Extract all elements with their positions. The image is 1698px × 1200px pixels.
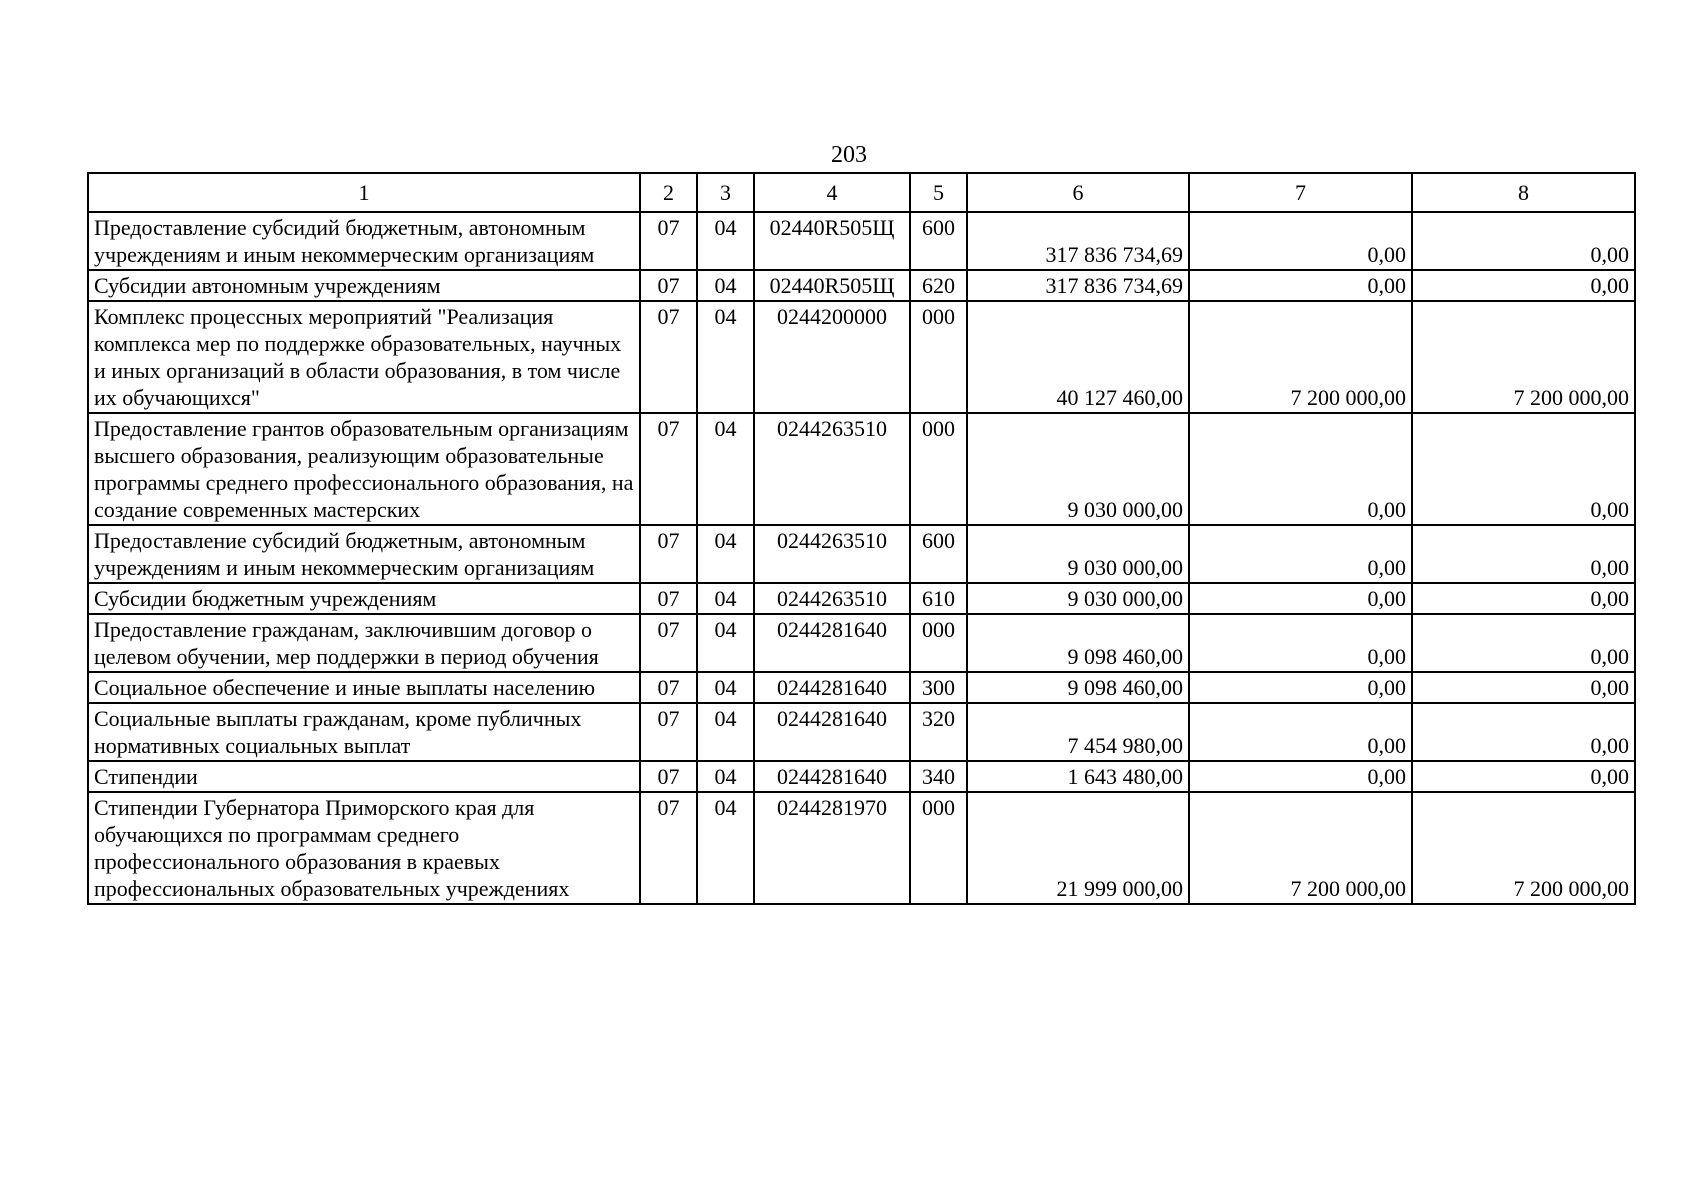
row-name: Предоставление субсидий бюджетным, автономным учреждениям и иным некоммерческим организациям — [88, 212, 640, 270]
header-cell: 2 — [640, 173, 697, 212]
row-section: 07 — [640, 413, 697, 525]
row-value-7: 0,00 — [1189, 270, 1412, 301]
row-kind: 000 — [910, 614, 967, 672]
row-value-6: 21 999 000,00 — [967, 792, 1189, 904]
table-row — [88, 703, 1635, 761]
row-value-8: 0,00 — [1412, 583, 1635, 614]
table-row — [88, 270, 1635, 301]
row-subsection: 04 — [697, 413, 754, 525]
row-value-6: 9 098 460,00 — [967, 614, 1189, 672]
row-target: 0244281640 — [754, 703, 910, 761]
row-subsection: 04 — [697, 212, 754, 270]
row-subsection: 04 — [697, 270, 754, 301]
header-row — [88, 173, 1635, 212]
row-value-8: 7 200 000,00 — [1412, 301, 1635, 413]
row-value-8: 0,00 — [1412, 270, 1635, 301]
row-value-7: 0,00 — [1189, 525, 1412, 583]
row-name: Социальное обеспечение и иные выплаты населению — [88, 672, 640, 703]
row-name: Стипендии — [88, 761, 640, 792]
row-name: Субсидии бюджетным учреждениям — [88, 583, 640, 614]
row-section: 07 — [640, 614, 697, 672]
row-value-8: 0,00 — [1412, 761, 1635, 792]
row-section: 07 — [640, 703, 697, 761]
row-section: 07 — [640, 583, 697, 614]
row-subsection: 04 — [697, 583, 754, 614]
row-kind: 320 — [910, 703, 967, 761]
row-section: 07 — [640, 761, 697, 792]
row-section: 07 — [640, 212, 697, 270]
row-kind: 000 — [910, 792, 967, 904]
table-row — [88, 525, 1635, 583]
row-subsection: 04 — [697, 614, 754, 672]
row-target: 0244263510 — [754, 413, 910, 525]
row-value-8: 0,00 — [1412, 413, 1635, 525]
row-subsection: 04 — [697, 672, 754, 703]
row-value-8: 0,00 — [1412, 614, 1635, 672]
row-kind: 000 — [910, 413, 967, 525]
row-value-7: 7 200 000,00 — [1189, 301, 1412, 413]
row-section: 07 — [640, 792, 697, 904]
row-value-6: 9 030 000,00 — [967, 413, 1189, 525]
table-row — [88, 413, 1635, 525]
row-target: 0244281640 — [754, 761, 910, 792]
row-name: Субсидии автономным учреждениям — [88, 270, 640, 301]
row-kind: 610 — [910, 583, 967, 614]
row-value-7: 0,00 — [1189, 703, 1412, 761]
row-kind: 600 — [910, 212, 967, 270]
budget-table — [87, 172, 1636, 905]
row-section: 07 — [640, 672, 697, 703]
header-cell: 5 — [910, 173, 967, 212]
row-section: 07 — [640, 270, 697, 301]
row-target: 0244281970 — [754, 792, 910, 904]
header-cell: 1 — [88, 173, 640, 212]
row-value-6: 40 127 460,00 — [967, 301, 1189, 413]
header-cell: 8 — [1412, 173, 1635, 212]
header-cell: 4 — [754, 173, 910, 212]
table-row — [88, 583, 1635, 614]
row-value-6: 7 454 980,00 — [967, 703, 1189, 761]
table-row — [88, 212, 1635, 270]
row-target: 0244200000 — [754, 301, 910, 413]
row-value-8: 0,00 — [1412, 672, 1635, 703]
row-kind: 620 — [910, 270, 967, 301]
row-target: 0244263510 — [754, 525, 910, 583]
row-value-8: 0,00 — [1412, 703, 1635, 761]
row-name: Стипендии Губернатора Приморского края для обучающихся по программам среднего профессионального образования в краевых профессиональных образовательных учреждениях — [88, 792, 640, 904]
row-value-6: 9 030 000,00 — [967, 583, 1189, 614]
row-kind: 300 — [910, 672, 967, 703]
row-target: 02440R505Щ — [754, 270, 910, 301]
row-value-7: 0,00 — [1189, 583, 1412, 614]
row-value-8: 7 200 000,00 — [1412, 792, 1635, 904]
row-target: 02440R505Щ — [754, 212, 910, 270]
row-value-6: 9 098 460,00 — [967, 672, 1189, 703]
row-subsection: 04 — [697, 792, 754, 904]
table-row — [88, 672, 1635, 703]
row-value-7: 7 200 000,00 — [1189, 792, 1412, 904]
row-kind: 600 — [910, 525, 967, 583]
row-kind: 000 — [910, 301, 967, 413]
table-row — [88, 301, 1635, 413]
row-subsection: 04 — [697, 761, 754, 792]
page-number: 203 — [831, 142, 867, 168]
row-value-7: 0,00 — [1189, 672, 1412, 703]
header-cell: 7 — [1189, 173, 1412, 212]
row-section: 07 — [640, 301, 697, 413]
row-value-6: 1 643 480,00 — [967, 761, 1189, 792]
row-name: Предоставление грантов образовательным организациям высшего образования, реализующим образовательные программы среднего профессионального образования, на создание современных мастерских — [88, 413, 640, 525]
row-value-6: 317 836 734,69 — [967, 212, 1189, 270]
row-value-7: 0,00 — [1189, 212, 1412, 270]
row-name: Предоставление гражданам, заключившим договор о целевом обучении, мер поддержки в период обучения — [88, 614, 640, 672]
row-section: 07 — [640, 525, 697, 583]
row-value-6: 9 030 000,00 — [967, 525, 1189, 583]
table-row — [88, 792, 1635, 904]
row-value-8: 0,00 — [1412, 212, 1635, 270]
header-cell: 3 — [697, 173, 754, 212]
header-cell: 6 — [967, 173, 1189, 212]
row-value-7: 0,00 — [1189, 761, 1412, 792]
row-value-7: 0,00 — [1189, 413, 1412, 525]
row-name: Социальные выплаты гражданам, кроме публичных нормативных социальных выплат — [88, 703, 640, 761]
row-subsection: 04 — [697, 525, 754, 583]
row-target: 0244281640 — [754, 614, 910, 672]
row-value-8: 0,00 — [1412, 525, 1635, 583]
row-kind: 340 — [910, 761, 967, 792]
row-value-6: 317 836 734,69 — [967, 270, 1189, 301]
row-subsection: 04 — [697, 301, 754, 413]
table-row — [88, 761, 1635, 792]
row-target: 0244263510 — [754, 583, 910, 614]
row-subsection: 04 — [697, 703, 754, 761]
row-target: 0244281640 — [754, 672, 910, 703]
row-name: Комплекс процессных мероприятий "Реализация комплекса мер по поддержке образовательных, научных и иных организаций в области образования, в том числе их обучающихся" — [88, 301, 640, 413]
table-row — [88, 614, 1635, 672]
row-value-7: 0,00 — [1189, 614, 1412, 672]
row-name: Предоставление субсидий бюджетным, автономным учреждениям и иным некоммерческим организациям — [88, 525, 640, 583]
